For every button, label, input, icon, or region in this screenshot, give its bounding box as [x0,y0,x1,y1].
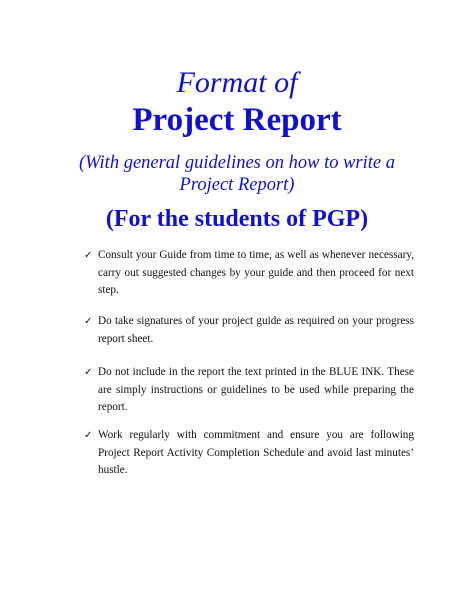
guideline-text: Work regularly with commitment and ensure you are following Project Report Activity Completion Schedule and avoid last minutes’ hustle. [98,429,414,476]
title-project-report: Project Report [132,102,342,138]
guideline-item [84,427,414,487]
check-icon: ✓ [84,367,93,378]
guideline-item [84,247,414,313]
check-icon: ✓ [84,316,93,327]
guidelines-list [84,247,414,487]
guideline-item [84,364,414,427]
guideline-item [84,313,414,364]
guideline-text: Do not include in the report the text printed in the BLUE INK. These are simply instructions or guidelines to be used while preparing the report. [98,366,414,413]
subtitle-guidelines: (With general guidelines on how to write a Project Report) [78,153,396,195]
check-icon: ✓ [84,430,93,441]
audience-heading: (For the students of PGP) [105,206,369,232]
guideline-text: Do take signatures of your project guide as required on your progress report sheet. [98,315,414,345]
title-format-of: Format of [176,66,298,99]
check-icon: ✓ [84,250,93,261]
guideline-text: Consult your Guide from time to time, as well as whenever necessary, carry out suggested changes by your guide and then proceed for next step. [98,249,414,296]
